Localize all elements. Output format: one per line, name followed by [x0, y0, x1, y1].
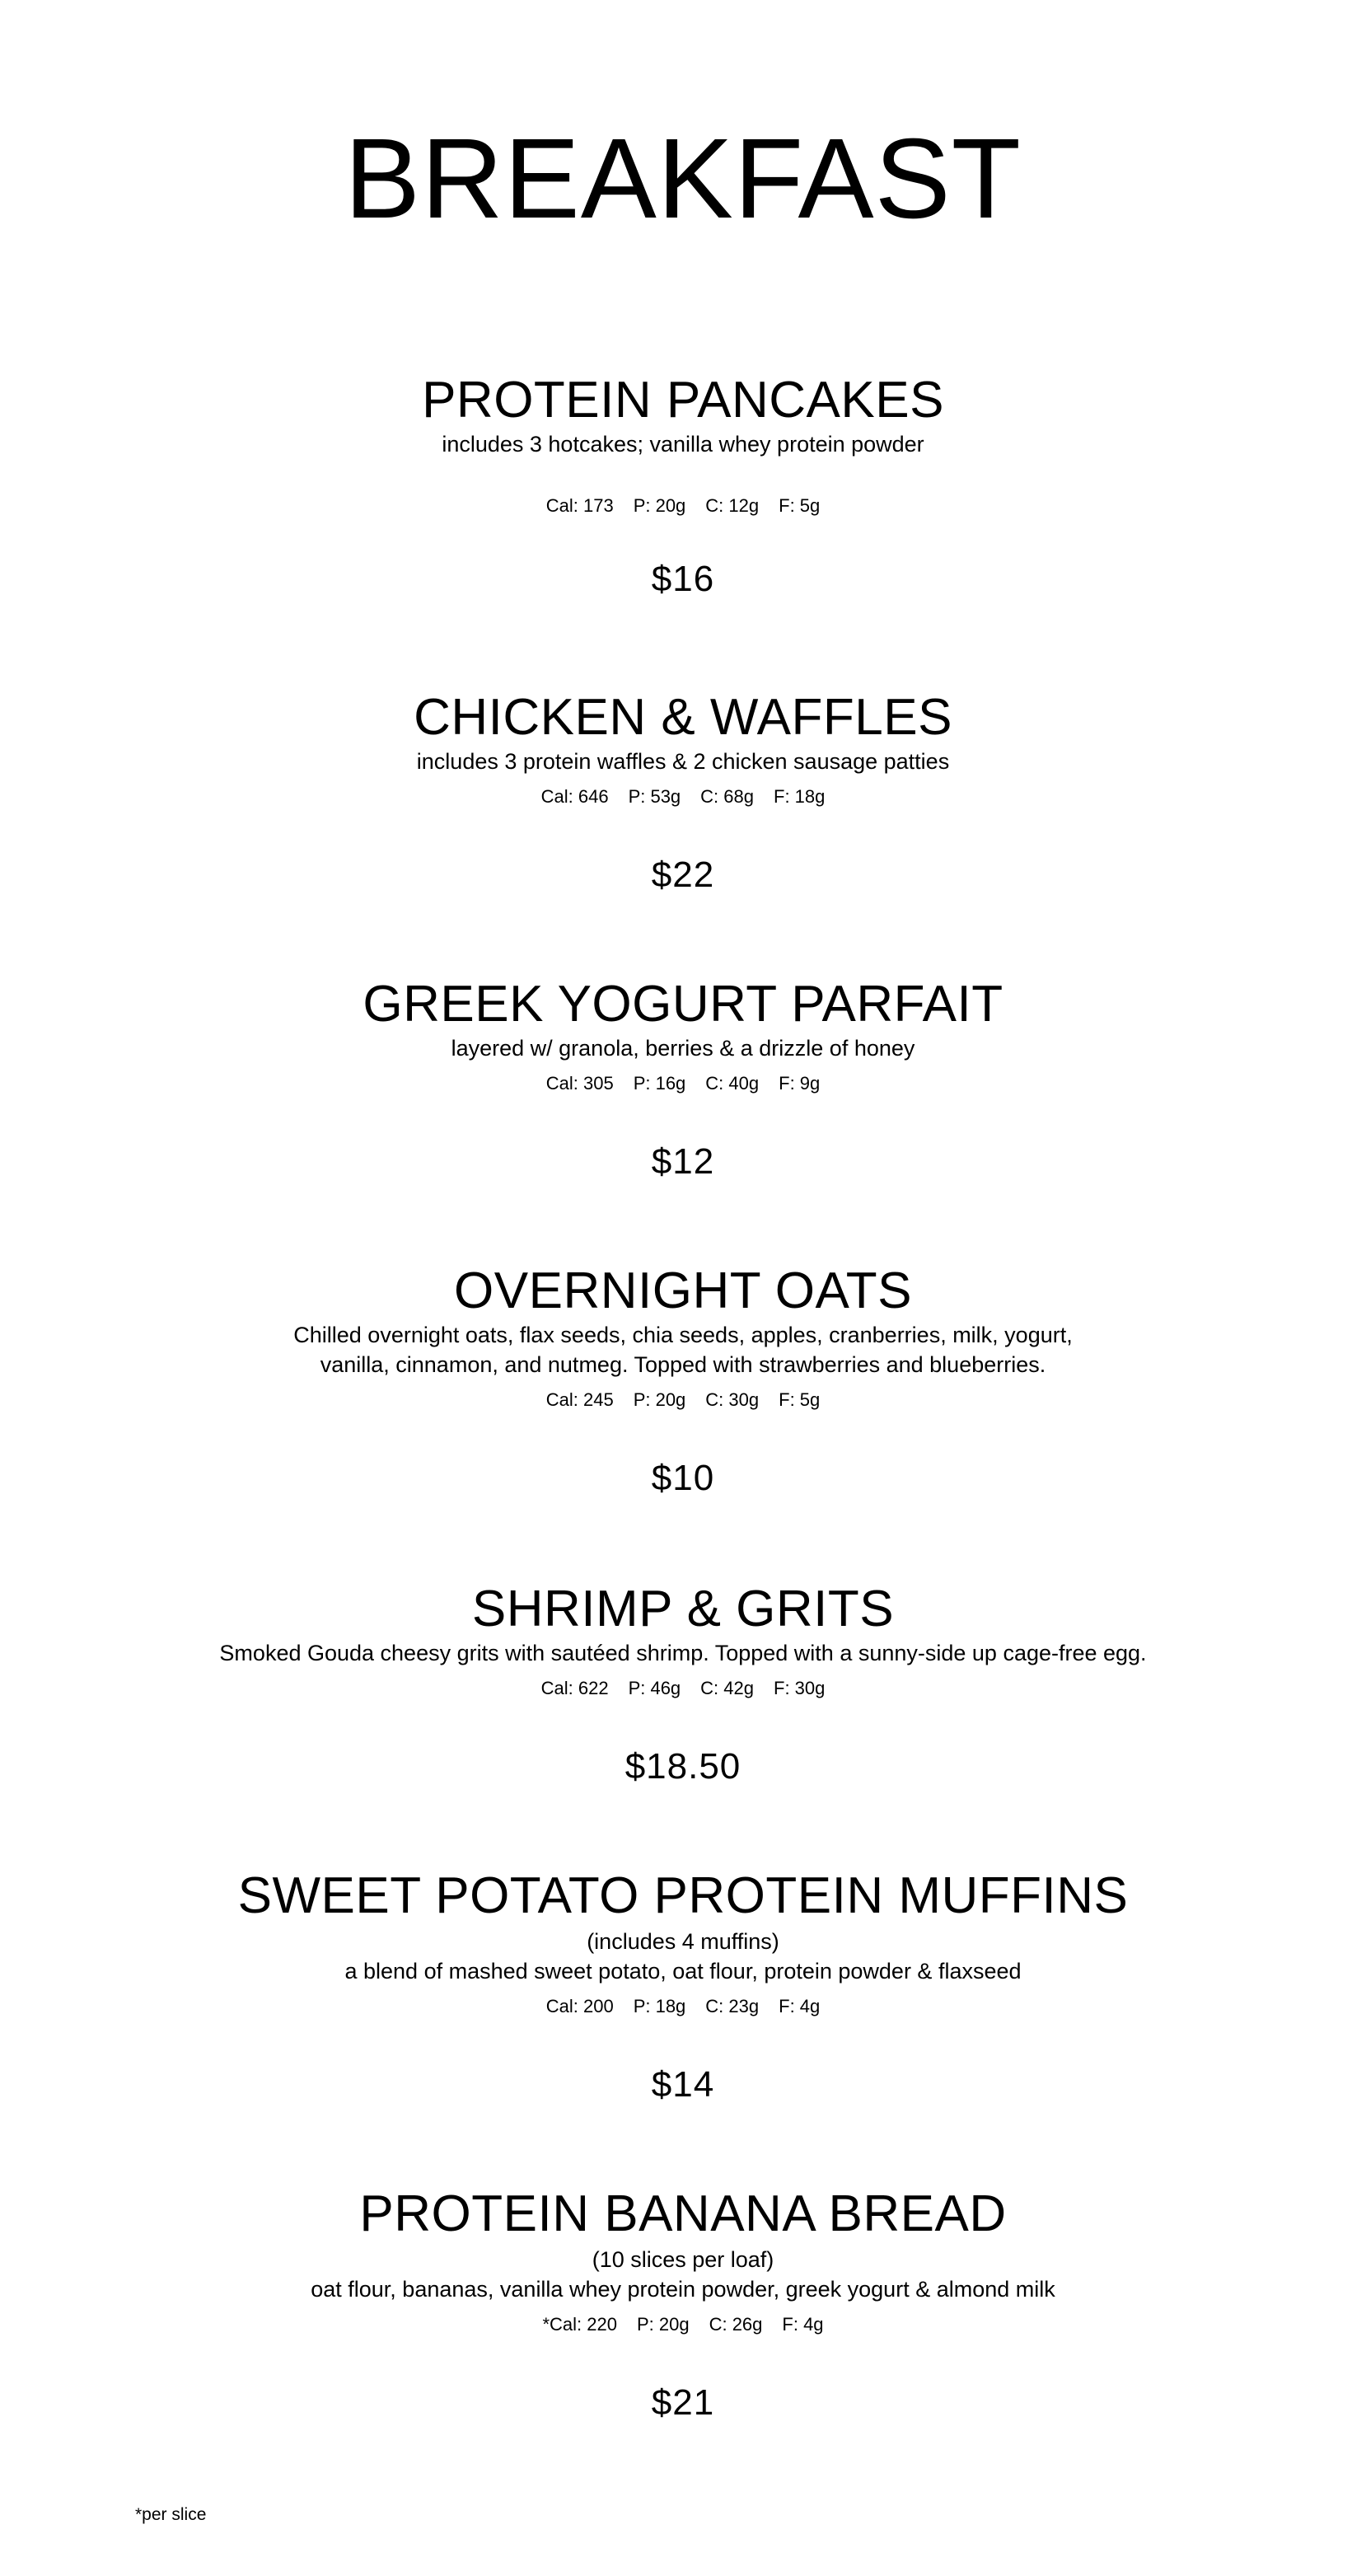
item-description: layered w/ granola, berries & a drizzle of honey: [451, 1036, 915, 1061]
item-name: PROTEIN BANANA BREAD: [359, 2185, 1007, 2242]
macro-fat: F: 4g: [782, 2314, 824, 2335]
macro-protein: P: 20g: [636, 2314, 690, 2335]
item-description: Smoked Gouda cheesy grits with sautéed shrimp. Topped with a sunny-side up cage-free egg.: [219, 1641, 1147, 1665]
item-price: $16: [651, 559, 715, 599]
macro-calories: *Cal: 220: [542, 2314, 617, 2335]
item-name: GREEK YOGURT PARFAIT: [363, 976, 1003, 1033]
item-note: (includes 4 muffins): [587, 1929, 779, 1954]
item-price: $14: [651, 2064, 715, 2105]
item-price: $22: [651, 855, 715, 895]
item-price: $18.50: [625, 1746, 741, 1787]
macro-carbs: C: 12g: [705, 495, 760, 516]
macro-carbs: C: 42g: [700, 1678, 754, 1698]
menu-title: BREAKFAST: [344, 115, 1022, 242]
item-price: $12: [651, 1141, 715, 1182]
item-macros: [0, 2312, 1366, 2337]
macro-protein: P: 18g: [633, 1996, 686, 2016]
macro-carbs: C: 23g: [705, 1996, 760, 2016]
item-name: SHRIMP & GRITS: [471, 1581, 895, 1637]
macro-calories: Cal: 622: [540, 1678, 609, 1698]
macro-fat: F: 5g: [779, 495, 821, 516]
macro-fat: F: 9g: [779, 1073, 821, 1094]
macro-protein: P: 53g: [628, 786, 681, 807]
macro-carbs: C: 30g: [705, 1389, 760, 1410]
macro-calories: Cal: 646: [540, 786, 609, 807]
macro-protein: P: 20g: [633, 1389, 686, 1410]
item-description: a blend of mashed sweet potato, oat flour, protein powder & flaxseed: [344, 1959, 1022, 1984]
macro-fat: F: 5g: [779, 1389, 821, 1410]
item-description-line: Chilled overnight oats, flax seeds, chia seeds, apples, cranberries, milk, yogurt,: [293, 1323, 1073, 1347]
macro-fat: F: 18g: [774, 786, 826, 807]
macro-carbs: C: 40g: [705, 1073, 760, 1094]
item-description: includes 3 hotcakes; vanilla whey protein powder: [442, 432, 924, 457]
menu-item-chicken-waffles: [0, 689, 1366, 895]
macro-fat: F: 4g: [779, 1996, 821, 2016]
item-name: CHICKEN & WAFFLES: [414, 689, 952, 746]
menu-item-protein-banana-bread: [0, 2185, 1366, 2423]
macro-carbs: C: 68g: [700, 786, 754, 807]
menu-item-overnight-oats: [0, 1262, 1366, 1498]
menu-item-greek-yogurt-parfait: [0, 976, 1366, 1182]
item-macros: [0, 1676, 1366, 1701]
macro-calories: Cal: 200: [545, 1996, 614, 2016]
menu-item-sweet-potato-muffins: [0, 1867, 1366, 2105]
macro-carbs: C: 26g: [709, 2314, 763, 2335]
item-description-line: vanilla, cinnamon, and nutmeg. Topped with strawberries and blueberries.: [320, 1352, 1046, 1377]
item-description: oat flour, bananas, vanilla whey protein powder, greek yogurt & almond milk: [311, 2277, 1055, 2302]
macro-protein: P: 16g: [633, 1073, 686, 1094]
item-macros: [0, 1071, 1366, 1096]
macro-protein: P: 20g: [633, 495, 686, 516]
item-price: $21: [651, 2382, 715, 2423]
item-macros: [0, 494, 1366, 518]
menu-item-shrimp-grits: [0, 1581, 1366, 1787]
item-name: OVERNIGHT OATS: [454, 1262, 912, 1319]
item-note: (10 slices per loaf): [592, 2247, 774, 2272]
item-macros: [0, 1388, 1366, 1412]
menu-item-protein-pancakes: [0, 372, 1366, 599]
item-macros: [0, 785, 1366, 809]
item-macros: [0, 1994, 1366, 2019]
item-price: $10: [651, 1458, 715, 1498]
macro-calories: Cal: 245: [545, 1389, 614, 1410]
macro-fat: F: 30g: [774, 1678, 826, 1698]
item-description: includes 3 protein waffles & 2 chicken sausage patties: [416, 749, 950, 774]
footnote: *per slice: [135, 2505, 207, 2524]
macro-calories: Cal: 305: [545, 1073, 614, 1094]
macro-protein: P: 46g: [628, 1678, 681, 1698]
item-name: SWEET POTATO PROTEIN MUFFINS: [237, 1867, 1129, 1924]
macro-calories: Cal: 173: [545, 495, 614, 516]
item-name: PROTEIN PANCAKES: [422, 372, 944, 429]
